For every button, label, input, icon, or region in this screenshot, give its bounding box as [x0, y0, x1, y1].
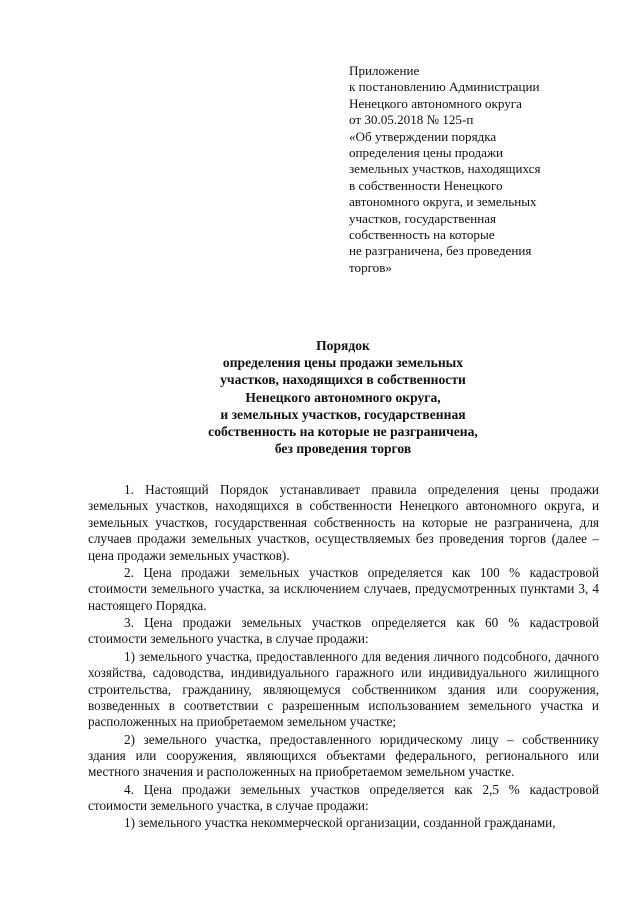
- appendix-line: от 30.05.2018 № 125-п: [349, 112, 474, 128]
- body-paragraph: 1) земельного участка, предоставленного для ведения личного подсобного, дачного хозяйства, садоводства, индивидуального гаражного или индивидуального жилищного строительства, гражданину, являющемуся собственником здания или сооружения, возведенных в соответствии с разрешенным использованием земельного участка и расположенных на приобретаемом земельном участке;: [88, 648, 599, 730]
- title-line: Ненецкого автономного округа,: [245, 389, 441, 405]
- document-title: [88, 337, 598, 457]
- appendix-line: Приложение: [349, 63, 420, 78]
- appendix-line: в собственности Ненецкого: [349, 177, 503, 193]
- title-line: участков, находящихся в собственности: [220, 372, 466, 388]
- body-paragraph: 2) земельного участка, предоставленного юридическому лицу – собственнику здания или сооружения, являющихся объектами федерального, регионального или местного значения и расположенных на приобретаемом земельном участке.: [88, 731, 599, 780]
- appendix-line: автономного округа, и земельных: [349, 194, 537, 210]
- appendix-line: не разграничена, без проведения: [349, 243, 532, 259]
- appendix-line: собственность на которые: [349, 227, 495, 243]
- title-line: собственность на которые не разграничена,: [208, 424, 478, 440]
- title-line: без проведения торгов: [274, 441, 412, 457]
- title-line: определения цены продажи земельных: [222, 355, 464, 371]
- appendix-line: торгов»: [349, 259, 392, 275]
- body-paragraph: 3. Цена продажи земельных участков определяется как 60 % кадастровой стоимости земельного участка, в случае продажи:: [88, 615, 599, 647]
- appendix-line: к постановлению Администрации: [349, 79, 540, 95]
- body-paragraph: 1) земельного участка некоммерческой организации, созданной гражданами,: [124, 815, 556, 831]
- appendix-header: [349, 63, 599, 276]
- appendix-line: «Об утверждении порядка: [349, 128, 497, 144]
- document-body: [88, 482, 599, 833]
- body-paragraph: 2. Цена продажи земельных участков определяется как 100 % кадастровой стоимости земельного участка, за исключением случаев, предусмотренных пунктами 3, 4 настоящего Порядка.: [88, 564, 599, 613]
- appendix-line: Ненецкого автономного округа: [349, 95, 522, 111]
- title-line: Порядок: [316, 338, 370, 353]
- title-line: и земельных участков, государственная: [220, 406, 466, 422]
- appendix-line: земельных участков, находящихся: [349, 161, 541, 177]
- body-paragraph: 1. Настоящий Порядок устанавливает правила определения цены продажи земельных участков, находящихся в собственности Ненецкого автономного округа, и земельных участков, государственная собственность на которые не разграничена, для случаев продажи земельных участков, осуществляемых без проведения торгов (далее – цена продажи земельных участков).: [88, 482, 599, 563]
- body-paragraph: 4. Цена продажи земельных участков определяется как 2,5 % кадастровой стоимости земельного участка, в случае продажи:: [88, 781, 599, 814]
- appendix-line: участков, государственная: [349, 210, 497, 226]
- appendix-line: определения цены продажи: [349, 145, 504, 161]
